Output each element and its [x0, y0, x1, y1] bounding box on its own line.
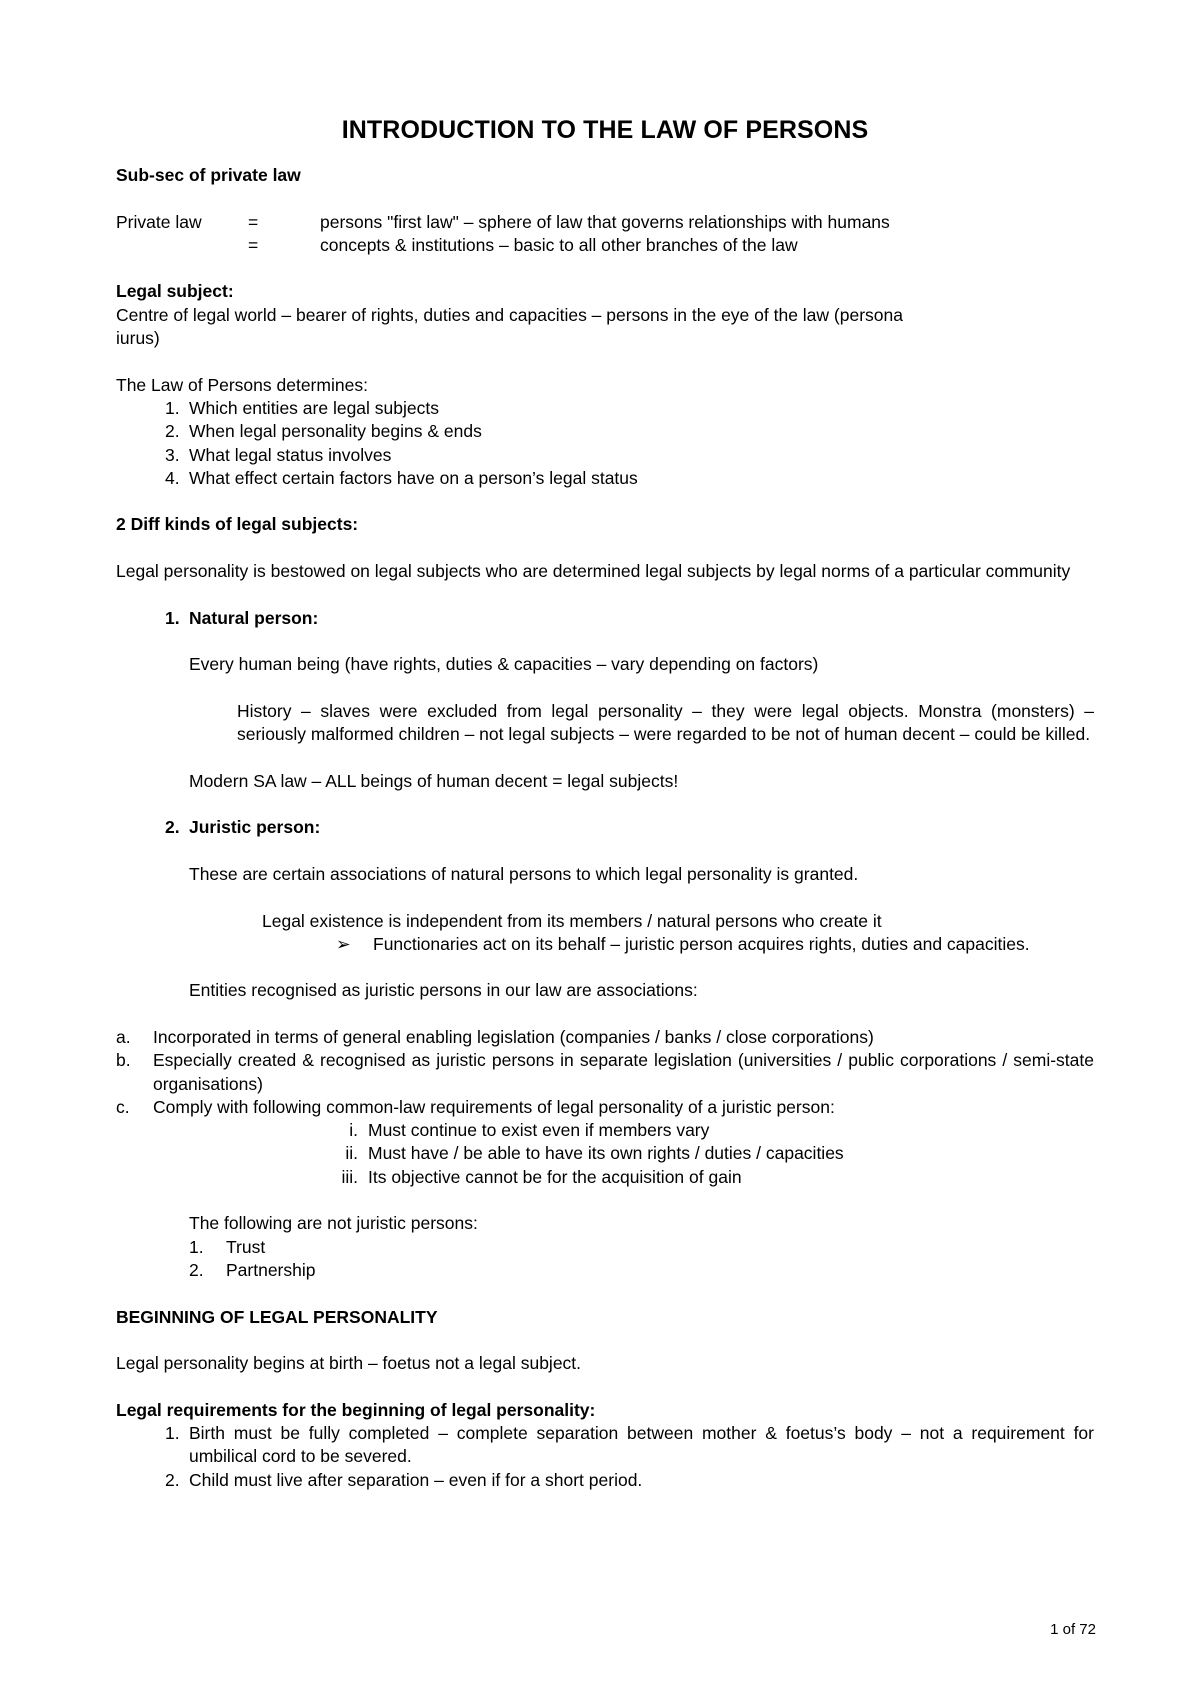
arrow-list: [116, 933, 1094, 956]
list-item: 3. What legal status involves: [165, 444, 392, 465]
legal-subject-heading: Legal subject:: [116, 281, 234, 302]
beginning-heading: BEGINNING OF LEGAL PERSONALITY: [116, 1306, 438, 1327]
page-number: 1 of 72: [1050, 1621, 1096, 1638]
private-law-definition: persons "first law" – sphere of law that governs relationships with humans: [320, 211, 890, 232]
natural-person-text: Every human being (have rights, duties & capacities – vary depending on factors): [189, 654, 819, 675]
beginning-text: Legal personality begins at birth – foetus not a legal subject.: [116, 1353, 582, 1374]
arrow-bullet-icon: ➢: [336, 933, 351, 954]
list-item: iii. Its objective cannot be for the acquisition of gain: [341, 1166, 742, 1187]
list-item: 1. Birth must be fully completed – complete separation between mother & foetus’s body – not a requirement for umbilical cord to be severed.: [165, 1423, 1094, 1467]
entities-intro: Entities recognised as juristic persons in our law are associations:: [189, 980, 698, 1001]
natural-person-heading: 1. Natural person:: [165, 607, 319, 628]
requirements-list: [116, 1119, 1094, 1189]
equals-sign: =: [248, 234, 259, 255]
private-law-label: Private law: [116, 211, 202, 232]
list-item: c. Comply with following common-law requirements of legal personality of a juristic person:: [116, 1096, 835, 1117]
list-item: b. Especially created & recognised as juristic persons in separate legislation (universities / public corporations / semi-state organisations): [116, 1050, 1094, 1094]
juristic-person-text: These are certain associations of natural persons to which legal personality is granted.: [189, 863, 859, 884]
private-law-row: [116, 211, 1094, 234]
not-juristic-list: [189, 1236, 1094, 1283]
list-item: 2. When legal personality begins & ends: [165, 421, 482, 442]
list-item: 1. Trust: [189, 1236, 266, 1257]
list-item: ii. Must have / be able to have its own rights / duties / capacities: [345, 1143, 844, 1164]
page-title: INTRODUCTION TO THE LAW OF PERSONS: [341, 116, 869, 144]
legal-subject-text: Centre of legal world – bearer of rights, duties and capacities – persons in the eye of the law (persona iurus): [116, 304, 903, 349]
list-item: 4. What effect certain factors have on a person’s legal status: [165, 467, 638, 488]
not-juristic-section: [189, 1212, 1094, 1282]
private-law-table: [116, 211, 1094, 258]
juristic-person-heading: 2. Juristic person:: [165, 817, 321, 838]
determines-list: [116, 397, 1094, 490]
not-juristic-intro: The following are not juristic persons:: [189, 1213, 478, 1234]
list-item: 2. Child must live after separation – even if for a short period.: [165, 1469, 643, 1490]
legal-existence-text: Legal existence is independent from its members / natural persons who create it: [262, 910, 882, 931]
list-item: a. Incorporated in terms of general enabling legislation (companies / banks / close corporations): [116, 1026, 874, 1047]
history-text: History – slaves were excluded from legal personality – they were legal objects. Monstra (monsters) – seriously malformed children – not legal subjects – were regarded to be not of human decent – could be killed.: [237, 700, 1094, 745]
private-law-definition: concepts & institutions – basic to all other branches of the law: [320, 234, 798, 255]
kinds-heading: 2 Diff kinds of legal subjects:: [116, 514, 359, 535]
requirements-heading: Legal requirements for the beginning of legal personality:: [116, 1399, 596, 1420]
kinds-text: Legal personality is bestowed on legal subjects who are determined legal subjects by legal norms of a particular community: [116, 561, 1071, 582]
document-content: [116, 114, 1094, 1492]
subsec-heading: Sub-sec of private law: [116, 165, 301, 185]
modern-law-text: Modern SA law – ALL beings of human decent = legal subjects!: [189, 770, 679, 791]
list-item: 2. Partnership: [189, 1259, 316, 1280]
equals-sign: =: [248, 211, 259, 232]
birth-requirements-list: [116, 1422, 1094, 1492]
determines-intro: The Law of Persons determines:: [116, 374, 368, 395]
list-item: ➢ Functionaries act on its behalf – juristic person acquires rights, duties and capacities.: [336, 933, 1094, 956]
list-item: 1. Which entities are legal subjects: [165, 397, 439, 418]
private-law-row: [116, 234, 1094, 257]
entities-list: [116, 1026, 1094, 1119]
list-item: i. Must continue to exist even if members vary: [349, 1120, 710, 1141]
